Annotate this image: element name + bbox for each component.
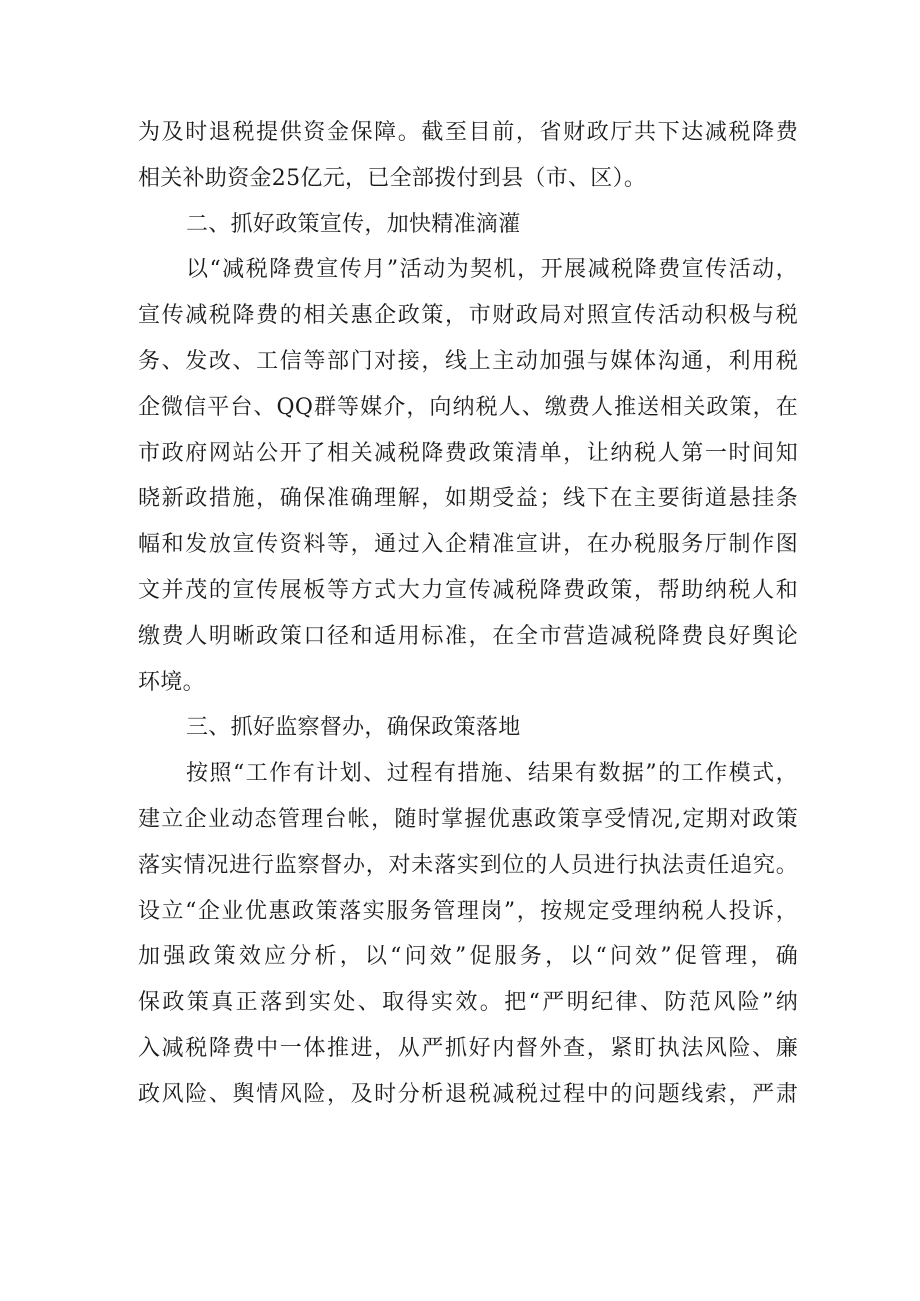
text-line: 设立“企业优惠政策落实服务管理岗”，按规定受理纳税人投诉， xyxy=(138,898,798,924)
text-line: 政风险、舆情风险，及时分析退税减税过程中的问题线索，严肃 xyxy=(138,1081,798,1107)
text-line: 晓新政措施，确保准确理解，如期受益；线下在主要街道悬挂条 xyxy=(138,486,798,512)
section-3-paragraph xyxy=(138,751,798,1117)
text-line: 落实情况进行监察督办，对未落实到位的人员进行执法责任追究。 xyxy=(138,852,798,878)
text-line: 企微信平台、QQ群等媒介，向纳税人、缴费人推送相关政策，在 xyxy=(138,394,798,420)
text-line: 建立企业动态管理台帐，随时掌握优惠政策享受情况,定期对政策 xyxy=(138,806,798,832)
text-line: 加强政策效应分析，以“问效”促服务，以“问效”促管理，确 xyxy=(138,944,798,970)
text-line: 保政策真正落到实处、取得实效。把“严明纪律、防范风险”纳 xyxy=(138,990,798,1016)
paragraph-continued xyxy=(138,110,798,202)
text-line: 为及时退税提供资金保障。截至目前，省财政厅共下达减税降费 xyxy=(138,120,798,145)
text-line: 幅和发放宣传资料等，通过入企精准宣讲，在办税服务厅制作图 xyxy=(138,532,798,558)
text-line: 环境。 xyxy=(138,669,205,695)
text-line: 缴费人明晰政策口径和适用标准，在全市营造减税降费良好舆论 xyxy=(138,623,798,649)
text-line: 务、发改、工信等部门对接，线上主动加强与媒体沟通，利用税 xyxy=(138,348,798,374)
text-line: 以“减税降费宣传月”活动为契机，开展减税降费宣传活动， xyxy=(186,257,798,283)
text-line: 按照“工作有计划、过程有措施、结果有数据”的工作模式， xyxy=(186,761,798,787)
section-heading-3: 三、抓好监察督办，确保政策落地 xyxy=(186,715,521,741)
document-body xyxy=(138,110,798,1118)
section-heading-2: 二、抓好政策宣传，加快精准滴灌 xyxy=(186,211,521,237)
text-line: 市政府网站公开了相关减税降费政策清单，让纳税人第一时间知 xyxy=(138,440,798,466)
section-2-paragraph xyxy=(138,247,798,705)
text-line: 宣传减税降费的相关惠企政策，市财政局对照宣传活动积极与税 xyxy=(138,303,798,329)
text-line: 相关补助资金25亿元，已全部拨付到县（市、区）。 xyxy=(138,165,647,191)
text-line: 文并茂的宣传展板等方式大力宣传减税降费政策，帮助纳税人和 xyxy=(138,577,798,603)
text-line: 入减税降费中一体推进，从严抓好内督外查，紧盯执法风险、廉 xyxy=(138,1035,798,1061)
